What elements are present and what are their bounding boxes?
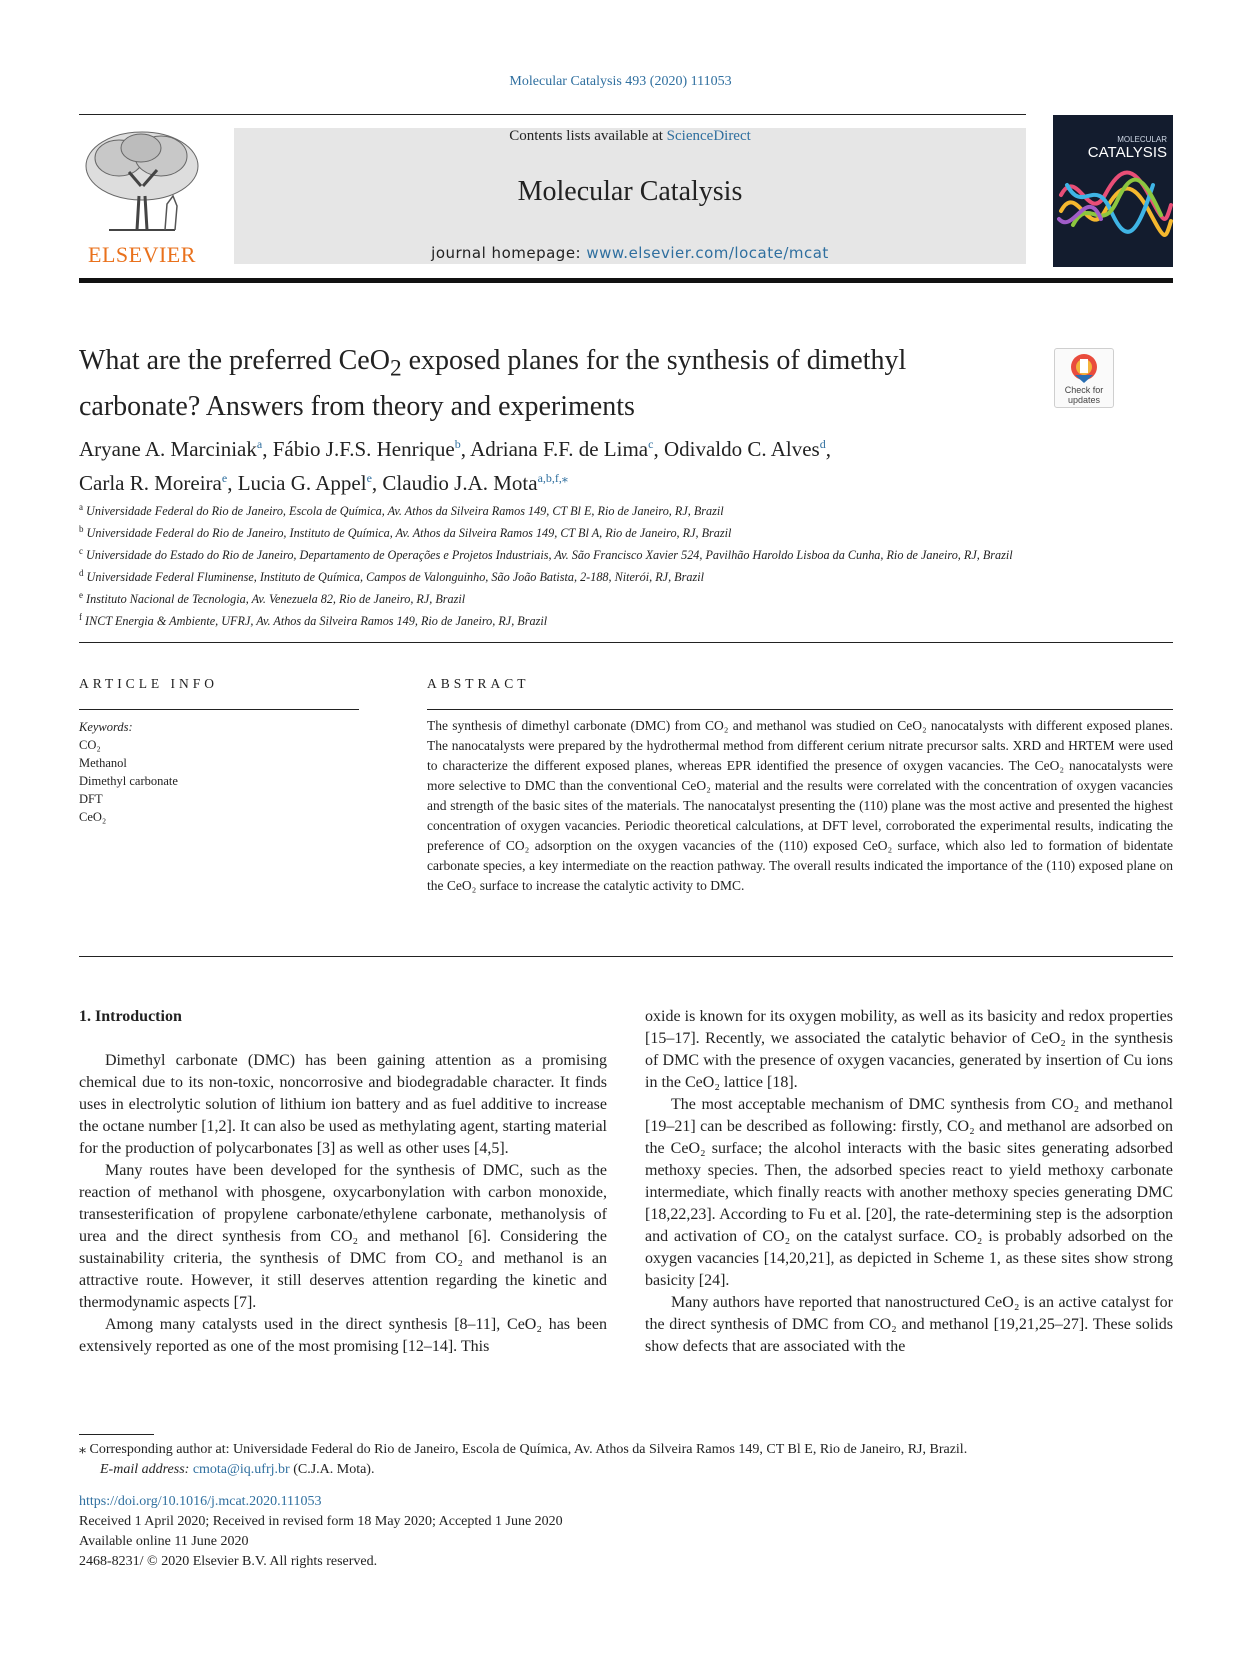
homepage-line <box>234 244 1026 262</box>
homepage-link[interactable]: www.elsevier.com/locate/mcat <box>586 244 829 262</box>
journal-banner <box>234 128 1026 264</box>
keyword-item: CO₂ <box>79 738 101 752</box>
author-list <box>79 430 1079 498</box>
author-affiliation-mark[interactable]: c <box>648 437 654 451</box>
author-name: Aryane A. Marciniak <box>79 437 257 461</box>
author-affiliation-mark[interactable]: e <box>366 471 372 485</box>
received-dates: Received 1 April 2020; Received in revised form 18 May 2020; Accepted 1 June 2020 <box>79 1514 563 1529</box>
author-name: Odivaldo C. Alves <box>663 437 820 461</box>
footnote-email-line <box>79 1460 1173 1480</box>
doi-link[interactable]: https://doi.org/10.1016/j.mcat.2020.111053 <box>79 1494 322 1509</box>
author-affiliation-mark[interactable]: a,b,f,⁎ <box>537 471 568 485</box>
footnote-rule <box>79 1434 154 1435</box>
check-for-updates-button[interactable] <box>1054 348 1114 408</box>
author-affiliation-mark[interactable]: d <box>819 437 826 451</box>
abstract-text: The synthesis of dimethyl carbonate (DMC) from CO₂ and methanol was studied on CeO₂ nanocatalysts with different exposed planes. The nanocatalysts were prepared by the hydrothermal method from different cerium nitrate precursor salts. XRD and HRTEM were used to characterize the different exposed planes, whereas EPR identified the presence of oxygen vacancies. The CeO₂ nanocatalysts were more selective to DMC than the conventional CeO₂ material and the results were correlated with the concentration of oxygen vacancies and strength of the basic sites of the materials. The nanocatalyst presenting the (110) plane was the most active and presented the highest concentration of oxygen vacancies. Periodic theoretical calculations, at DFT level, corroborated the experimental results, indicating the preference of CO₂ adsorption on the oxygen vacancies of the (110) exposed CeO₂ surface, which also led to formation of bidentate carbonate species, a key intermediate on the reaction pathway. The overall results indicated the importance of the (110) exposed plane on the CeO₂ surface to increase the catalytic activity to DMC. <box>427 718 1173 893</box>
section-heading-introduction: 1. Introduction <box>79 1008 182 1025</box>
author-name: Claudio J.A. Mota <box>382 471 538 495</box>
cover-title-big: CATALYSIS <box>1087 144 1167 161</box>
affiliation-text: Universidade Federal Fluminense, Instituto de Química, Campos de Valonguinho, São João Batista, 2-188, Niterói, RJ, Brazil <box>86 570 704 585</box>
affiliation-mark: b <box>79 524 84 535</box>
affiliation-text: Instituto Nacional de Tecnologia, Av. Venezuela 82, Rio de Janeiro, RJ, Brazil <box>86 592 466 607</box>
affiliation-item <box>79 498 1039 520</box>
check-updates-label: Check for updates <box>1064 385 1104 405</box>
top-rule <box>79 114 1026 115</box>
contents-line <box>234 128 1026 145</box>
body-paragraph: Dimethyl carbonate (DMC) has been gaining attention as a promising chemical due to its non-toxic, noncorrosive and biodegradable character. It finds uses in electrolytic solution of lithium ion battery and as fuel additive to increase the octane number [1,2]. It can also be used as methylating agent, starting material for the production of polycarbonates [3] as well as other uses [4,5]. <box>79 1052 607 1157</box>
affiliation-mark: d <box>79 568 84 579</box>
body-paragraph: Many authors have reported that nanostructured CeO₂ is an active catalyst for the direct synthesis of DMC from CO₂ and methanol [19,21,25–27]. These solids show defects that are associated with the <box>645 1294 1173 1355</box>
author-separator: , <box>653 437 664 461</box>
keywords-label: Keywords: <box>79 720 133 734</box>
email-label: E-mail address: <box>100 1462 193 1477</box>
journal-cover <box>1053 115 1173 267</box>
author-separator: , <box>371 471 383 495</box>
affiliation-item <box>79 520 1039 542</box>
elsevier-tree-icon <box>79 126 205 238</box>
affiliation-item <box>79 564 1039 586</box>
body-paragraph: Many routes have been developed for the synthesis of DMC, such as the reaction of methanol with phosgene, oxycarbonylation with carbon monoxide, transesterification of propylene carbonate/ethylene carbonate, methanolysis of urea and the direct synthesis from CO₂ and methanol [6]. Considering the sustainability criteria, the synthesis of DMC from CO₂ and methanol is an attractive route. However, it still deserves attention regarding the kinetic and thermodynamic aspects [7]. <box>79 1162 607 1311</box>
affiliation-mark: e <box>79 590 83 601</box>
sciencedirect-link[interactable]: ScienceDirect <box>666 128 751 144</box>
title-subscript: 2 <box>389 355 402 382</box>
author-affiliation-mark[interactable]: b <box>454 437 461 451</box>
author-separator: , <box>460 437 471 461</box>
affiliation-rule <box>79 642 1173 643</box>
affiliation-item <box>79 608 1039 630</box>
author-name: Lucia G. Appel <box>237 471 367 495</box>
keyword-item: Methanol <box>79 756 127 770</box>
keyword-item: CeO₂ <box>79 810 107 824</box>
article-info-rule <box>79 709 359 710</box>
affiliation-item <box>79 542 1039 564</box>
affiliation-text: Universidade Federal do Rio de Janeiro, Instituto de Química, Av. Athos da Silveira Ramos 149, CT Bl A, Rio de Janeiro, RJ, Brazil <box>86 526 732 541</box>
author-name: Carla R. Moreira <box>79 471 222 495</box>
keyword-item: DFT <box>79 792 103 806</box>
affiliation-mark: f <box>79 612 82 623</box>
journal-name: Molecular Catalysis <box>517 176 743 207</box>
elsevier-logo <box>79 126 205 266</box>
homepage-prefix: journal homepage: <box>431 244 587 262</box>
journal-citation[interactable]: Molecular Catalysis 493 (2020) 111053 <box>509 74 732 89</box>
affiliation-text: Universidade Federal do Rio de Janeiro, Escola de Química, Av. Athos da Silveira Ramos 149, CT Bl E, Rio de Janeiro, RJ, Brazil <box>86 504 724 519</box>
online-date: Available online 11 June 2020 <box>79 1534 249 1549</box>
author-affiliation-mark[interactable]: e <box>221 471 228 485</box>
author-name: Fábio J.F.S. Henrique <box>272 437 455 461</box>
author-separator: , <box>825 437 831 461</box>
affiliation-list <box>79 498 1039 630</box>
author-affiliation-mark[interactable]: a <box>256 437 263 451</box>
email-suffix: (C.J.A. Mota). <box>289 1462 375 1477</box>
cover-art-icon <box>1053 115 1173 267</box>
body-paragraph: The most acceptable mechanism of DMC synthesis from CO₂ and methanol [19–21] can be described as following: firstly, CO₂ and methanol are adsorbed on the CeO₂ surface; the alcohol interacts with the basic sites generating adsorbed methoxy species. Then, the adsorbed species react to yield methoxy carbonate intermediate, which finally reacts with another methoxy species generating DMC [18,22,23]. According to Fu et al. [20], the rate-determining step is the adsorption and activation of CO₂ on the catalyst surface. CO₂ is probably adsorbed on the oxygen vacancies [14,20,21], as depicted in Scheme 1, as these sites show strong basicity [24]. <box>645 1096 1173 1289</box>
affiliation-text: Universidade do Estado do Rio de Janeiro, Departamento de Operações e Projetos Industriais, Av. São Francisco Xavier 524, Pavilhão Haroldo Lisboa da Cunha, Rio de Janeiro, RJ, Brazil <box>86 548 1013 563</box>
cover-title-small: MOLECULAR <box>1117 135 1167 144</box>
elsevier-wordmark: ELSEVIER <box>88 242 196 267</box>
body-paragraph: oxide is known for its oxygen mobility, as well as its basicity and redox properties [15–17]. Recently, we associated the catalytic behavior of CeO₂ in the synthesis of DMC with the presence of oxygen vacancies, generated by insertion of Cu ions in the CeO₂ lattice [18]. <box>645 1008 1173 1091</box>
abstract-rule <box>427 709 1173 710</box>
contents-prefix: Contents lists available at <box>509 128 667 144</box>
abstract-bottom-rule <box>79 956 1173 957</box>
affiliation-item <box>79 586 1039 608</box>
body-column-right <box>645 1006 1173 1358</box>
keyword-item: Dimethyl carbonate <box>79 774 178 788</box>
keyword-list <box>79 736 359 826</box>
article-info-heading: ARTICLE INFO <box>79 676 219 691</box>
author-name: Adriana F.F. de Lima <box>470 437 649 461</box>
footnote-text: ⁎ Corresponding author at: Universidade Federal do Rio de Janeiro, Escola de Química, Av. Athos da Silveira Ramos 149, CT Bl E, Rio de Janeiro, RJ, Brazil. <box>79 1442 968 1457</box>
body-column-left <box>79 1050 607 1358</box>
abstract-heading: ABSTRACT <box>427 676 530 691</box>
affiliation-mark: a <box>79 502 83 512</box>
header-thick-rule <box>79 278 1173 283</box>
body-paragraph: Among many catalysts used in the direct synthesis [8–11], CeO₂ has been extensively reported as one of the most promising [12–14]. This <box>79 1316 607 1355</box>
affiliation-text: INCT Energia & Ambiente, UFRJ, Av. Athos da Silveira Ramos 149, Rio de Janeiro, RJ, Brazil <box>85 614 548 629</box>
check-updates-icon <box>1055 349 1113 385</box>
article-title <box>79 342 1029 425</box>
title-part2: exposed planes for the synthesis of dimethyl carbonate? Answers from theory and experiments <box>79 345 907 422</box>
affiliation-mark: c <box>79 546 83 557</box>
author-separator: , <box>262 437 273 461</box>
corresponding-author-footnote <box>79 1440 1173 1480</box>
title-part1: What are the preferred CeO <box>79 345 390 376</box>
article-meta <box>79 1492 779 1572</box>
copyright: 2468-8231/ © 2020 Elsevier B.V. All rights reserved. <box>79 1554 378 1569</box>
author-separator: , <box>227 471 238 495</box>
email-link[interactable]: cmota@iq.ufrj.br <box>192 1462 290 1477</box>
keywords-block <box>79 718 359 826</box>
